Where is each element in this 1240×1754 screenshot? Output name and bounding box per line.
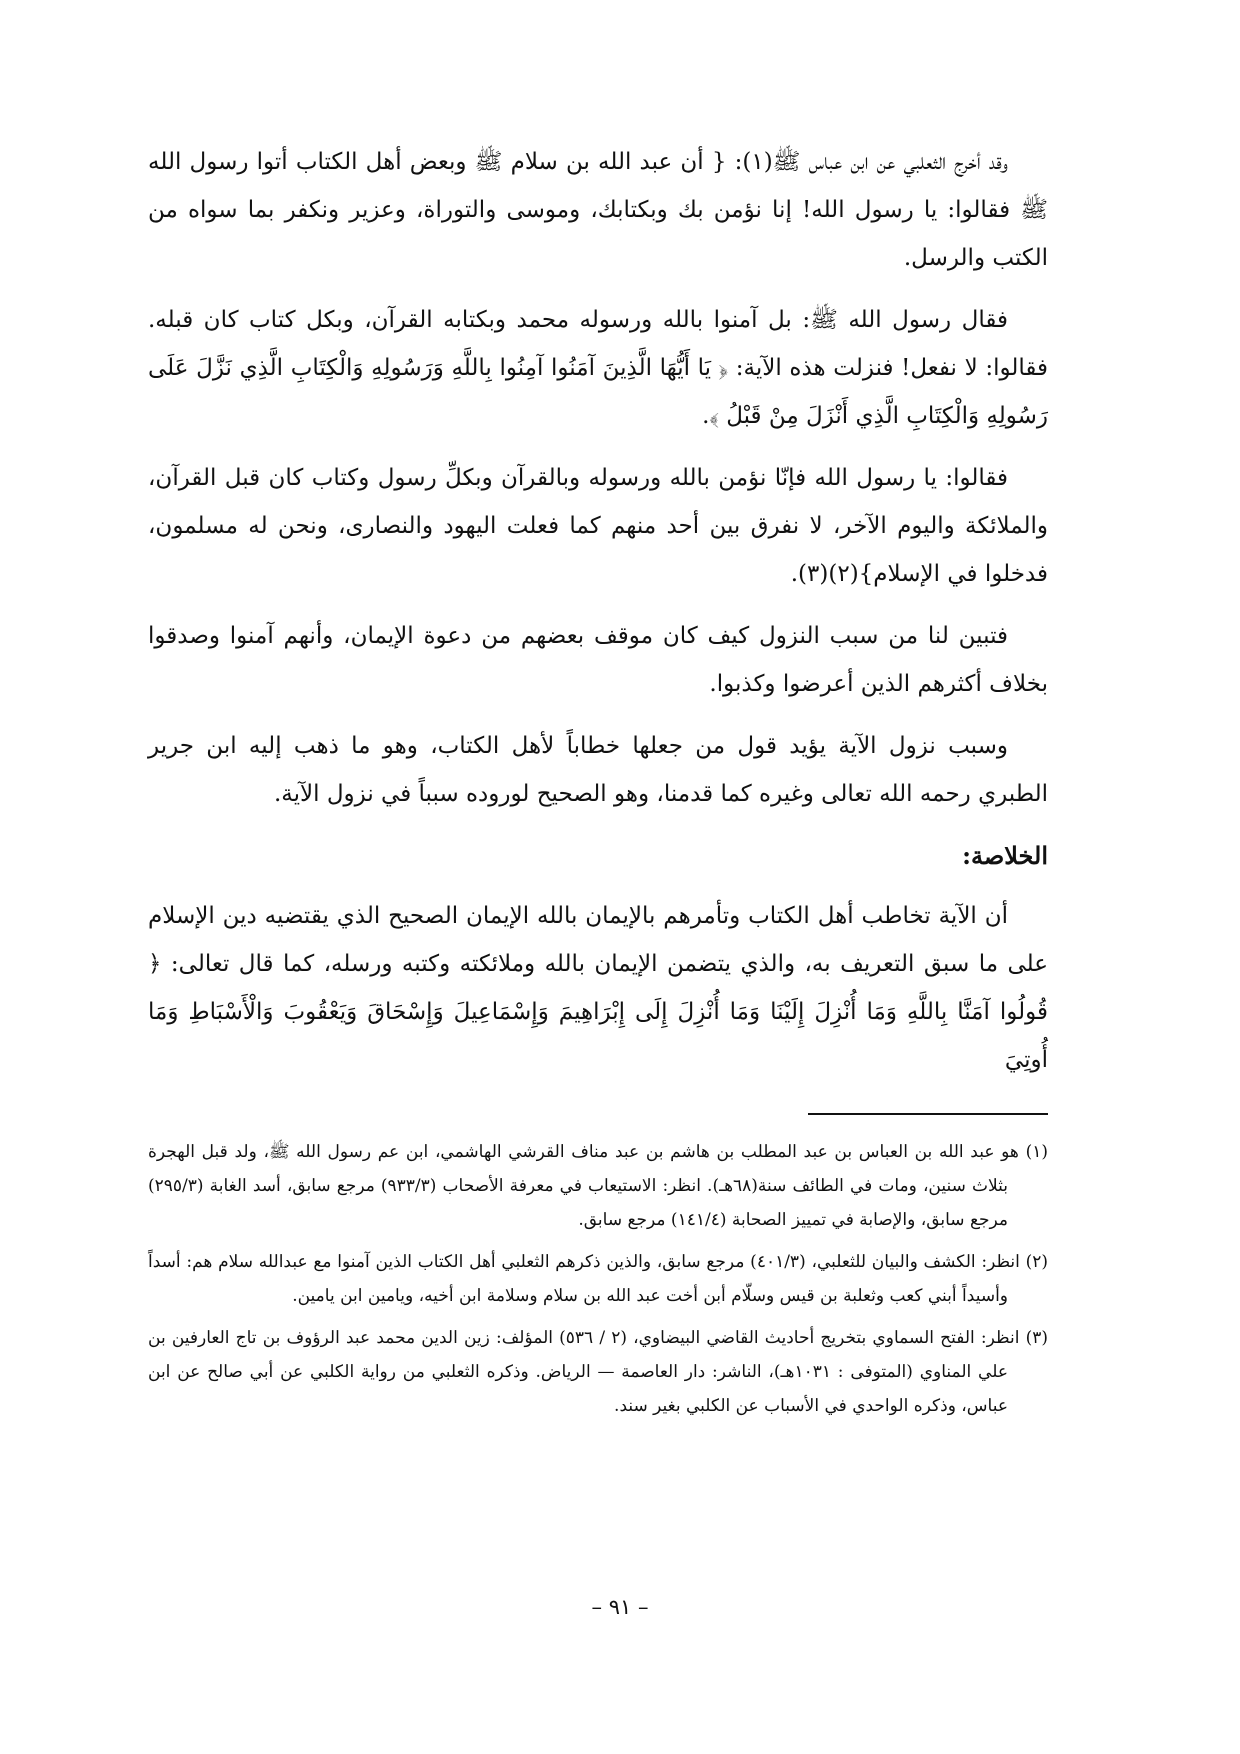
section-heading: الخلاصة: [962,841,1048,870]
paragraph-3: فقالوا: يا رسول الله فإنّا نؤمن بالله ورسوله وبالقرآن وبكلِّ رسول وكتاب كان قبل القرآن، والملائكة واليوم الآخر، لا نفرق بين أحد منهم كما فعلت اليهود والنصارى، ونحن له مسلمون، فدخلوا في الإسلام}(٢)(٣). [148,465,1048,587]
paragraph-5: وسبب نزول الآية يؤيد قول من جعلها خطاباً لأهل الكتاب، وهو ما ذهب إليه ابن جرير الطبري رحمه الله تعالى وغيره كما قدمنا، وهو الصحيح لوروده سبباً في نزول الآية. [148,733,1048,807]
paragraph-2: فقال رسول الله ﷺ: بل آمنوا بالله ورسوله محمد وبكتابه القرآن، وبكل كتاب كان قبله. فقالوا: لا نفعل! فنزلت هذه الآية: ﴿ يَا أَيُّهَا الَّذِينَ آمَنُوا آمِنُوا بِاللَّهِ وَرَسُولِهِ وَالْكِتَابِ الَّذِي نَزَّلَ عَلَى رَسُولِهِ وَالْكِتَابِ الَّذِي أَنْزَلَ مِنْ قَبْلُ ﴾. [148,307,1048,429]
main-text [148,138,1048,1098]
paragraph-1: وقد أخرج الثعلبي عن ابن عباس ﷺ(١): { أن عبد الله بن سلام ﷺ وبعض أهل الكتاب أتوا رسول الله ﷺ فقالوا: يا رسول الله! إنا نؤمن بك وبكتابك، وموسى والتوراة، وعزير ونكفر بما سواه من الكتب والرسل. [148,149,1048,271]
footnote-3: (٣) انظر: الفتح السماوي بتخريج أحاديث القاضي البيضاوي، (٢ / ٥٣٦) المؤلف: زين الدين محمد عبد الرؤوف بن تاج العارفين بن علي المناوي (المتوفى : ١٠٣١هـ)، الناشر: دار العاصمة — الرياض. وذكره الثعلبي من رواية الكلبي عن أبي صالح عن ابن عباس، وذكره الواحدي في الأسباب عن الكلبي بغير سند. [148,1328,1048,1416]
page-number: – ٩١ – [591,1595,649,1619]
footnote-divider [808,1113,1048,1115]
footnote-2: (٢) انظر: الكشف والبيان للثعلبي، (٤٠١/٣) مرجع سابق، والذين ذكرهم الثعلبي أهل الكتاب الذين آمنوا مع عبدالله سلام هم: أسداً وأسيداً أبني كعب وثعلبة بن قيس وسلّام أبن أخت عبد الله بن سلام وسلامة ابن أخيه، ويامين ابن يامين. [148,1252,1049,1306]
paragraph-4: فتبين لنا من سبب النزول كيف كان موقف بعضهم من دعوة الإيمان، وأنهم آمنوا وصدقوا بخلاف أكثرهم الذين أعرضوا وكذبوا. [148,623,1048,697]
summary-paragraph: أن الآية تخاطب أهل الكتاب وتأمرهم بالإيمان بالله الإيمان الصحيح الذي يقتضيه دين الإسلام على ما سبق التعريف به، والذي يتضمن الإيمان بالله وملائكته وكتبه ورسله، كما قال تعالى: ﴿ قُولُوا آمَنَّا بِاللَّهِ وَمَا أُنْزِلَ إِلَيْنَا وَمَا أُنْزِلَ إِلَى إِبْرَاهِيمَ وَإِسْمَاعِيلَ وَإِسْحَاقَ وَيَعْقُوبَ وَالْأَسْبَاطِ وَمَا أُوتِيَ [148,903,1048,1073]
footnote-list [148,1135,1048,1431]
footnote-1: (١) هو عبد الله بن العباس بن عبد المطلب بن هاشم بن عبد مناف القرشي الهاشمي، ابن عم رسول الله ﷺ، ولد قبل الهجرة بثلاث سنين، ومات في الطائف سنة(٦٨هـ). انظر: الاستيعاب في معرفة الأصحاب (٩٣٣/٣) مرجع سابق، أسد الغابة (٢٩٥/٣) مرجع سابق، والإصابة في تمييز الصحابة (١٤١/٤) مرجع سابق. [148,1142,1048,1230]
